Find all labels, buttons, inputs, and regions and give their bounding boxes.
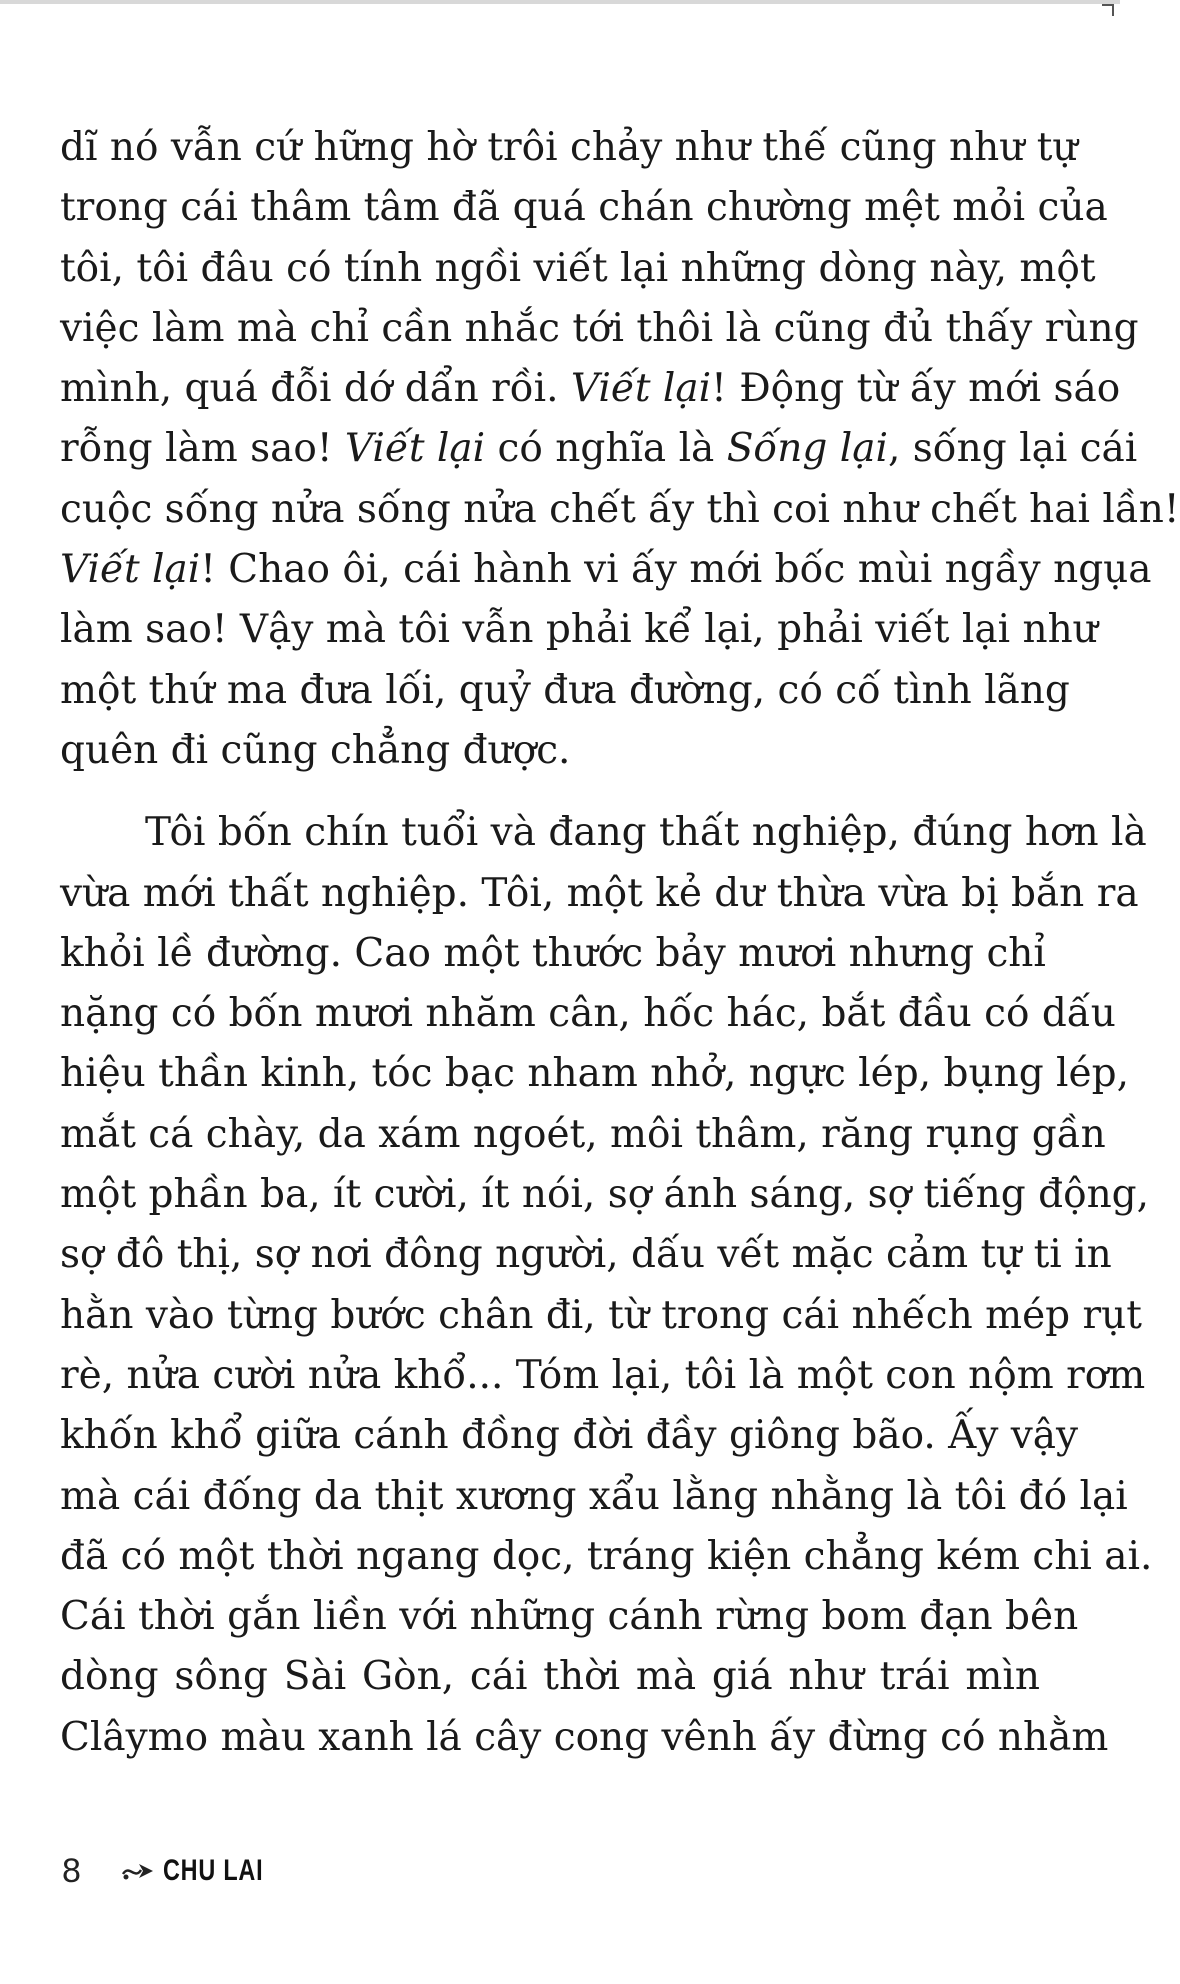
text-run: hiệu thần kinh, tóc bạc nham nhở, ngực lép, bụng lép, <box>60 1051 1129 1097</box>
text-run: cuộc sống nửa sống nửa chết ấy thì coi như chết hai lần! <box>60 486 1180 532</box>
text-line <box>60 1346 1146 1406</box>
text-run: nặng có bốn mươi nhăm cân, hốc hác, bắt đầu có dấu <box>60 991 1116 1037</box>
text-line <box>60 118 1078 178</box>
text-line <box>60 239 1096 299</box>
text-run: , sống lại cái <box>887 426 1138 472</box>
text-line <box>60 803 1147 863</box>
page-footer <box>62 1846 292 1896</box>
text-line <box>60 480 1180 540</box>
text-run: hằn vào từng bước chân đi, từ trong cái nhếch mép rụt <box>60 1292 1142 1338</box>
text-run: ! Động từ ấy mới sáo <box>711 366 1121 412</box>
text-run: Cái thời gắn liền với những cánh rừng bom đạn bên <box>60 1594 1079 1640</box>
text-run: đã có một thời ngang dọc, tráng kiện chẳng kém chi ai. <box>60 1533 1153 1579</box>
paragraph <box>60 118 1180 781</box>
text-line <box>60 1467 1128 1527</box>
text-run: Tôi bốn chín tuổi và đang thất nghiệp, đúng hơn là <box>145 810 1147 856</box>
text-run: việc làm mà chỉ cần nhắc tới thôi là cũng đủ thấy rùng <box>60 305 1139 351</box>
text-line <box>60 1587 1079 1647</box>
text-line <box>60 419 1138 479</box>
text-line <box>60 178 1108 238</box>
text-run: ! Chao ôi, cái hành vi ấy mới bốc mùi ngầy ngụa <box>200 547 1152 593</box>
crop-mark <box>1102 4 1114 16</box>
text-run: khỏi lề đường. Cao một thước bảy mươi nhưng chỉ <box>60 930 1046 976</box>
text-run: trong cái thâm tâm đã quá chán chường mệt mỏi của <box>60 185 1108 231</box>
text-line <box>60 1225 1112 1285</box>
text-line <box>60 1647 1040 1707</box>
text-run: sợ đô thị, sợ nơi đông người, dấu vết mặc cảm tự ti in <box>60 1232 1112 1278</box>
italic-phrase: Viết lại <box>344 426 486 472</box>
text-line <box>60 600 1098 660</box>
top-edge-shadow <box>0 0 1120 4</box>
text-line <box>60 1527 1153 1587</box>
italic-phrase: Viết lại <box>570 366 712 412</box>
text-run: dĩ nó vẫn cứ hững hờ trôi chảy như thế cũng như tự <box>60 125 1078 170</box>
text-run: mình, quá đỗi dớ dẩn rồi. <box>60 366 571 412</box>
text-line <box>60 359 1121 419</box>
text-run: mắt cá chày, da xám ngoét, môi thâm, răng rụng gần <box>60 1111 1106 1157</box>
text-line <box>60 984 1116 1044</box>
text-run: một phần ba, ít cười, ít nói, sợ ánh sáng, sợ tiếng động, <box>60 1172 1150 1218</box>
body-text <box>60 118 1180 1768</box>
text-line <box>60 540 1152 600</box>
text-run: mà cái đống da thịt xương xẩu lằng nhằng là tôi đó lại <box>60 1473 1128 1519</box>
text-line <box>60 924 1046 984</box>
running-head: CHU LAI <box>162 1854 264 1887</box>
text-line <box>60 721 1040 781</box>
text-run: rỗng làm sao! <box>60 426 345 472</box>
text-line <box>60 661 1070 721</box>
text-run: quên đi cũng chẳng được. <box>60 727 571 773</box>
text-run: dòng sông Sài Gòn, cái thời mà giá như trái mìn <box>60 1654 1040 1700</box>
fleuron-arrow-icon <box>121 1858 155 1884</box>
text-run: Clâymo màu xanh lá cây cong vênh ấy đừng có nhằm <box>60 1714 1109 1760</box>
text-line <box>60 1286 1142 1346</box>
italic-phrase: Viết lại <box>60 547 201 593</box>
text-run: làm sao! Vậy mà tôi vẫn phải kể lại, phải viết lại như <box>60 607 1098 653</box>
page-number: 8 <box>62 1851 81 1890</box>
text-run: khốn khổ giữa cánh đồng đời đầy giông bão. Ấy vậy <box>60 1413 1079 1459</box>
text-run: một thứ ma đưa lối, quỷ đưa đường, có cố tình lãng <box>60 667 1070 713</box>
text-run: vừa mới thất nghiệp. Tôi, một kẻ dư thừa vừa bị bắn ra <box>60 870 1139 916</box>
text-line <box>60 299 1139 359</box>
text-line <box>60 1406 1079 1466</box>
paragraph <box>60 803 1153 1768</box>
text-run: có nghĩa là <box>485 426 727 472</box>
text-run: rè, nửa cười nửa khổ... Tóm lại, tôi là một con nộm rơm <box>60 1352 1146 1398</box>
text-line <box>60 1165 1150 1225</box>
text-line <box>60 864 1139 924</box>
paragraph-gap <box>60 781 1040 803</box>
text-line <box>60 1708 1109 1768</box>
text-line <box>60 1105 1106 1165</box>
italic-phrase: Sống lại <box>726 426 888 472</box>
text-line <box>60 1044 1129 1104</box>
text-run: tôi, tôi đâu có tính ngồi viết lại những dòng này, một <box>60 245 1096 291</box>
